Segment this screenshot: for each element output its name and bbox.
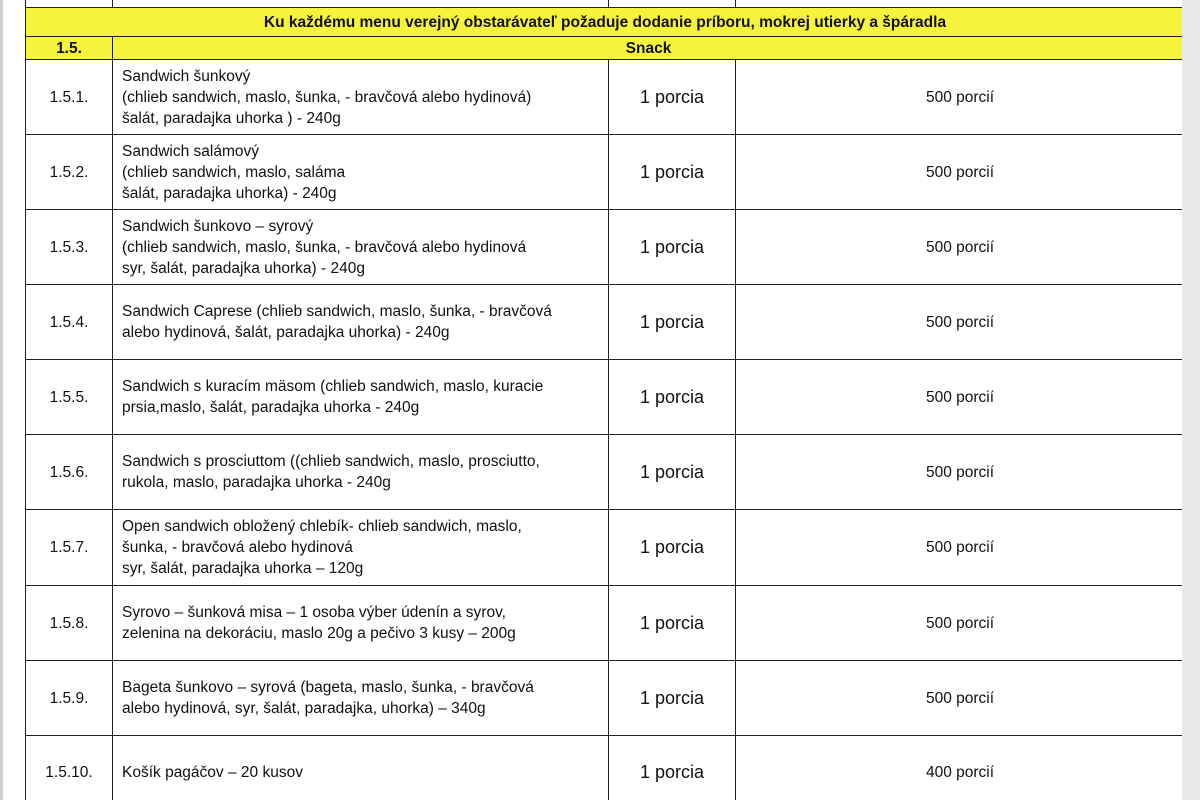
item-quantity: 500 porcií (736, 285, 1185, 360)
item-number: 1.5.2. (26, 135, 113, 210)
item-description (113, 285, 609, 360)
table-row (26, 285, 1185, 360)
item-quantity: 500 porcií (736, 60, 1185, 135)
item-description (113, 60, 609, 135)
description-line: rukola, maslo, paradajka uhorka - 240g (122, 474, 391, 491)
stub-cell (113, 0, 609, 8)
item-quantity: 500 porcií (736, 435, 1185, 510)
description-line: Sandwich šunkový (122, 67, 251, 85)
notice-text: Ku každému menu verejný obstarávateľ požaduje dodanie príboru, mokrej utierky a špáradla (26, 8, 1185, 37)
description-line: syr, šalát, paradajka uhorka – 120g (122, 560, 364, 577)
notice-row (26, 8, 1185, 37)
item-description (113, 210, 609, 285)
item-quantity: 500 porcií (736, 510, 1185, 586)
description-line: zelenina na dekoráciu, maslo 20g a pečivo 3 kusy – 200g (122, 625, 516, 642)
item-unit: 1 porcia (609, 736, 736, 800)
description-line: Sandwich s prosciuttom ((chlieb sandwich, maslo, prosciutto, (122, 453, 540, 470)
item-quantity: 500 porcií (736, 135, 1185, 210)
item-quantity: 500 porcií (736, 586, 1185, 661)
table-row (26, 210, 1185, 285)
item-description (113, 736, 609, 800)
page-edge-left (0, 0, 3, 800)
table-body (26, 0, 1185, 800)
item-number: 1.5.3. (26, 210, 113, 285)
description-line: alebo hydinová, syr, šalát, paradajka, uhorka) – 340g (122, 700, 486, 717)
section-title: Snack (113, 37, 1185, 60)
item-unit: 1 porcia (609, 435, 736, 510)
item-number: 1.5.9. (26, 661, 113, 736)
item-unit: 1 porcia (609, 135, 736, 210)
description-line: šalát, paradajka uhorka ) - 240g (122, 109, 341, 127)
item-unit: 1 porcia (609, 661, 736, 736)
item-quantity: 400 porcií (736, 736, 1185, 800)
table-row (26, 435, 1185, 510)
description-line: Sandwich s kuracím mäsom (chlieb sandwich, maslo, kuracie (122, 378, 544, 395)
item-description (113, 661, 609, 736)
table-row (26, 60, 1185, 135)
item-quantity: 500 porcií (736, 360, 1185, 435)
item-description (113, 510, 609, 586)
description-line: Sandwich Caprese (chlieb sandwich, maslo, šunka, - bravčová (122, 303, 552, 320)
item-unit: 1 porcia (609, 210, 736, 285)
description-line: Syrovo – šunková misa – 1 osoba výber údenín a syrov, (122, 604, 506, 621)
item-quantity: 500 porcií (736, 210, 1185, 285)
item-description (113, 135, 609, 210)
description-line: alebo hydinová, šalát, paradajka uhorka) - 240g (122, 324, 450, 341)
description-line: prsia,maslo, šalát, paradajka uhorka - 240g (122, 399, 420, 416)
description-line: Sandwich šunkovo – syrový (122, 217, 314, 235)
section-number: 1.5. (26, 37, 113, 60)
stub-cell (609, 0, 736, 8)
snack-table (25, 0, 1185, 800)
stub-cell (736, 0, 1185, 8)
description-line: šunka, - bravčová alebo hydinová (122, 539, 353, 556)
item-number: 1.5.10. (26, 736, 113, 800)
item-unit: 1 porcia (609, 60, 736, 135)
stub-cell (26, 0, 113, 8)
item-number: 1.5.5. (26, 360, 113, 435)
item-number: 1.5.6. (26, 435, 113, 510)
page-edge-right (1182, 0, 1200, 800)
table-row (26, 510, 1185, 586)
description-line: syr, šalát, paradajka uhorka) - 240g (122, 259, 365, 277)
item-unit: 1 porcia (609, 285, 736, 360)
previous-row-stub (26, 0, 1185, 8)
table-row (26, 360, 1185, 435)
description-line: (chlieb sandwich, maslo, šunka, - bravčová alebo hydinová) (122, 88, 532, 106)
section-header-row (26, 37, 1185, 60)
item-unit: 1 porcia (609, 360, 736, 435)
description-line: (chlieb sandwich, maslo, šunka, - bravčová alebo hydinová (122, 238, 527, 256)
table-row (26, 661, 1185, 736)
table-row (26, 736, 1185, 800)
item-unit: 1 porcia (609, 586, 736, 661)
description-line: šalát, paradajka uhorka) - 240g (122, 184, 337, 202)
item-description (113, 435, 609, 510)
item-description (113, 586, 609, 661)
table-row (26, 586, 1185, 661)
description-line: (chlieb sandwich, maslo, saláma (122, 163, 346, 181)
item-number: 1.5.7. (26, 510, 113, 586)
item-unit: 1 porcia (609, 510, 736, 586)
table-row (26, 135, 1185, 210)
description-line: Košík pagáčov – 20 kusov (122, 764, 303, 781)
item-number: 1.5.8. (26, 586, 113, 661)
item-number: 1.5.1. (26, 60, 113, 135)
description-line: Open sandwich obložený chlebík- chlieb sandwich, maslo, (122, 518, 522, 535)
item-description (113, 360, 609, 435)
description-line: Bageta šunkovo – syrová (bageta, maslo, šunka, - bravčová (122, 679, 534, 696)
item-number: 1.5.4. (26, 285, 113, 360)
item-quantity: 500 porcií (736, 661, 1185, 736)
description-line: Sandwich salámový (122, 142, 259, 160)
